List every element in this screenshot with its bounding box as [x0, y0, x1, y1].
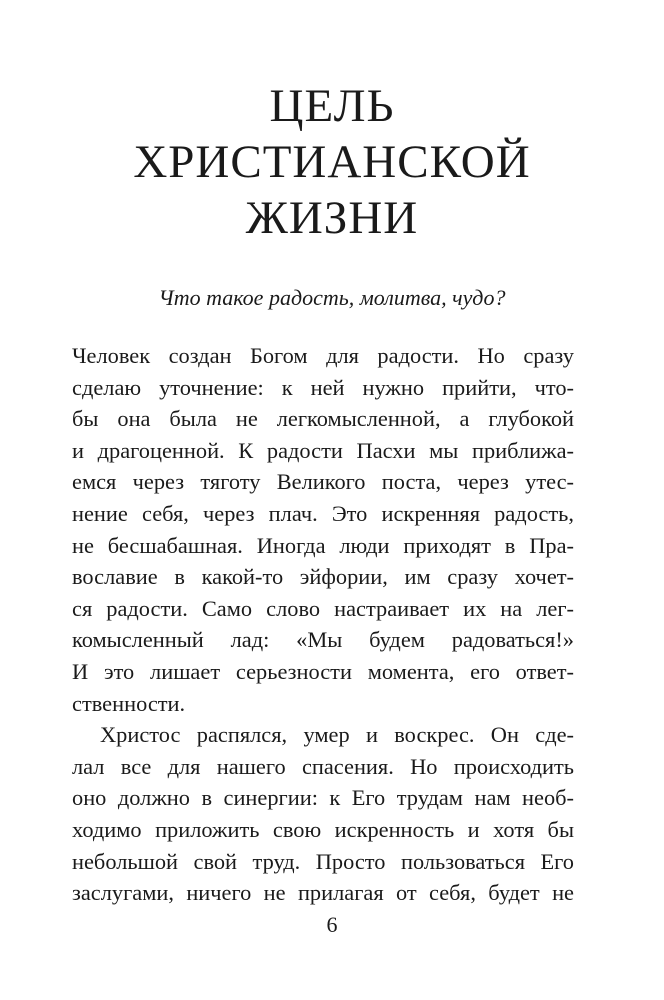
text-line: оно должно в синергии: к Его трудам нам необ- — [72, 785, 574, 811]
text-line: ственности. — [72, 690, 186, 716]
chapter-title-line: ЦЕЛЬ — [269, 80, 395, 132]
page-number: 6 — [326, 912, 338, 937]
paragraph — [72, 340, 574, 719]
chapter-subtitle: Что такое радость, молитва, чудо? — [158, 285, 506, 310]
text-line: комысленный лад: «Мы будем радоваться!» — [72, 627, 574, 653]
text-line: нение себя, через плач. Это искренняя радость, — [72, 500, 574, 526]
text-line: небольшой свой труд. Просто пользоваться Его — [72, 848, 574, 874]
chapter-title-line: ЖИЗНИ — [245, 192, 419, 244]
text-line: вославие в какой-то эйфории, им сразу хочет- — [72, 564, 574, 590]
text-line: не бесшабашная. Иногда люди приходят в Пра- — [72, 532, 574, 558]
chapter-title — [0, 78, 664, 246]
chapter-title-line: ХРИСТИАНСКОЙ — [133, 136, 531, 188]
text-line: емся через тяготу Великого поста, через утес- — [72, 469, 574, 495]
paragraph — [72, 719, 574, 909]
text-line: Человек создан Богом для радости. Но сразу — [72, 343, 574, 368]
text-line: лал все для нашего спасения. Но происходить — [72, 753, 574, 779]
text-line: заслугами, ничего не прилагая от себя, будет не — [72, 880, 574, 906]
text-line: бы она была не легкомысленной, а глубокой — [72, 406, 574, 432]
text-line: И это лишает серьезности момента, его ответ- — [72, 658, 574, 684]
text-line: ся радости. Само слово настраивает их на лег- — [72, 595, 574, 621]
text-line: сделаю уточнение: к ней нужно прийти, что- — [72, 374, 574, 400]
text-line: ходимо приложить свою искренность и хотя бы — [72, 816, 574, 842]
text-line: Христос распялся, умер и воскрес. Он сде- — [100, 722, 574, 748]
text-line: и драгоценной. К радости Пасхи мы приближа- — [72, 437, 574, 463]
body-text — [72, 340, 574, 909]
